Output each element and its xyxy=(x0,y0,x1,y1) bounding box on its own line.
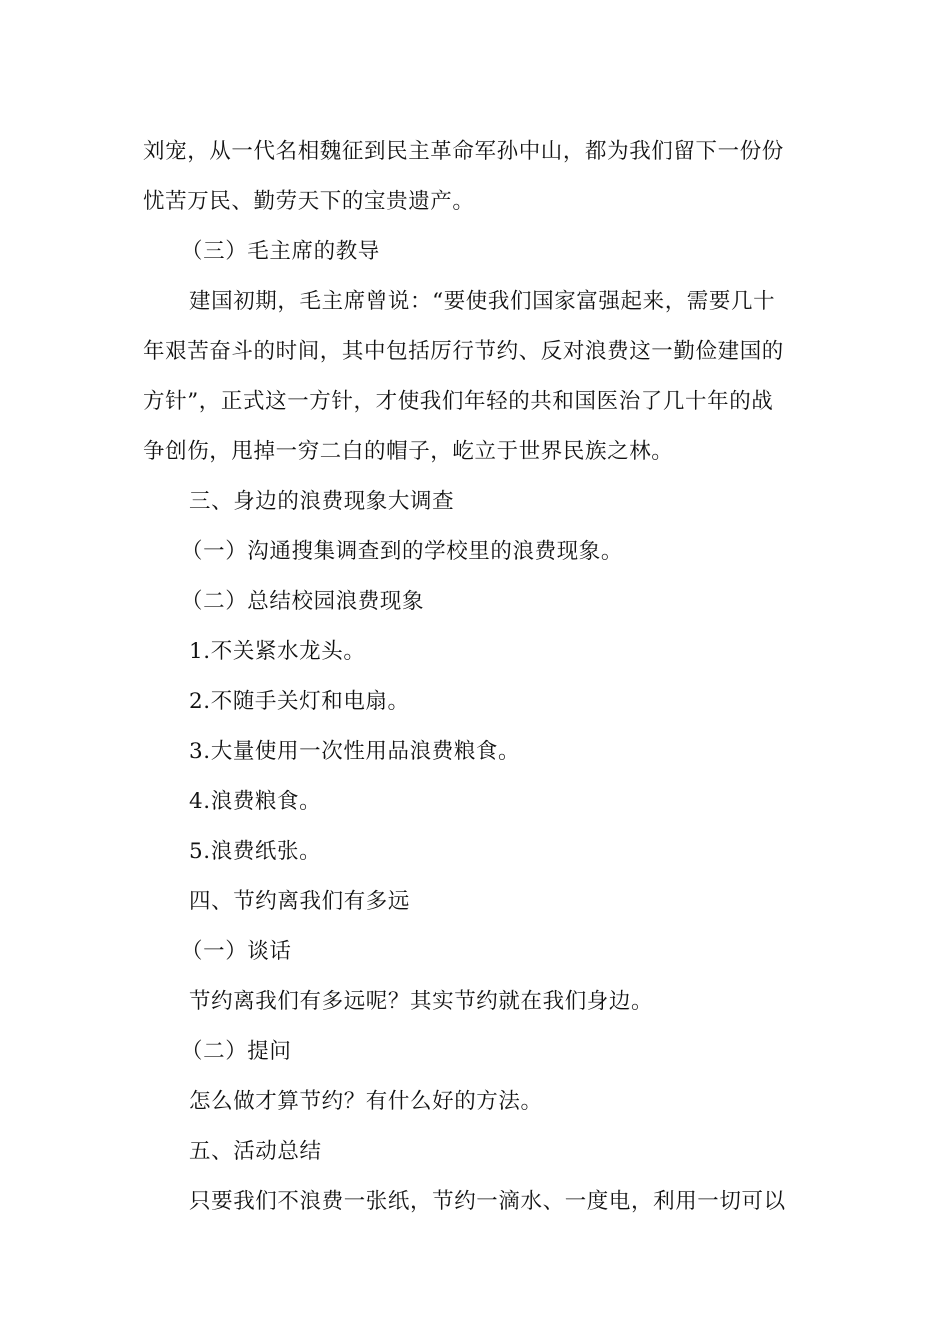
subsection-heading: （二）总结校园浪费现象 xyxy=(181,589,425,614)
subsection-heading: （三）毛主席的教导 xyxy=(181,239,380,264)
list-item: 2.不随手关灯和电扇。 xyxy=(189,689,410,714)
paragraph-line: 忧苦万民、勤劳天下的宝贵遗产。 xyxy=(143,189,475,214)
list-item: 3.大量使用一次性用品浪费粮食。 xyxy=(189,739,521,764)
subsection-heading: （一）谈话 xyxy=(181,939,292,964)
paragraph-line: 建国初期，毛主席曾说：“要使我们国家富强起来，需要几十 xyxy=(189,289,776,314)
paragraph-line: 争创伤，甩掉一穷二白的帽子，屹立于世界民族之林。 xyxy=(143,439,674,464)
list-item: 5.浪费纸张。 xyxy=(189,839,322,864)
list-item: 4.浪费粮食。 xyxy=(189,789,322,814)
paragraph-line: 刘宠，从一代名相魏征到民主革命军孙中山，都为我们留下一份份 xyxy=(143,139,784,164)
subsection-heading: （一）沟通搜集调查到的学校里的浪费现象。 xyxy=(181,539,624,564)
subsection-heading: （二）提问 xyxy=(181,1039,292,1064)
section-heading: 三、身边的浪费现象大调查 xyxy=(189,489,455,514)
section-heading: 五、活动总结 xyxy=(189,1139,322,1164)
paragraph-line: 年艰苦奋斗的时间，其中包括厉行节约、反对浪费这一勤俭建国的 xyxy=(143,339,784,364)
paragraph-line: 方针”，正式这一方针，才使我们年轻的共和国医治了几十年的战 xyxy=(143,389,774,414)
list-item: 1.不关紧水龙头。 xyxy=(189,639,366,664)
paragraph-line: 节约离我们有多远呢？其实节约就在我们身边。 xyxy=(189,989,654,1014)
paragraph-line: 只要我们不浪费一张纸，节约一滴水、一度电，利用一切可以 xyxy=(189,1189,786,1214)
paragraph-line: 怎么做才算节约？有什么好的方法。 xyxy=(189,1089,543,1114)
section-heading: 四、节约离我们有多远 xyxy=(189,889,411,914)
